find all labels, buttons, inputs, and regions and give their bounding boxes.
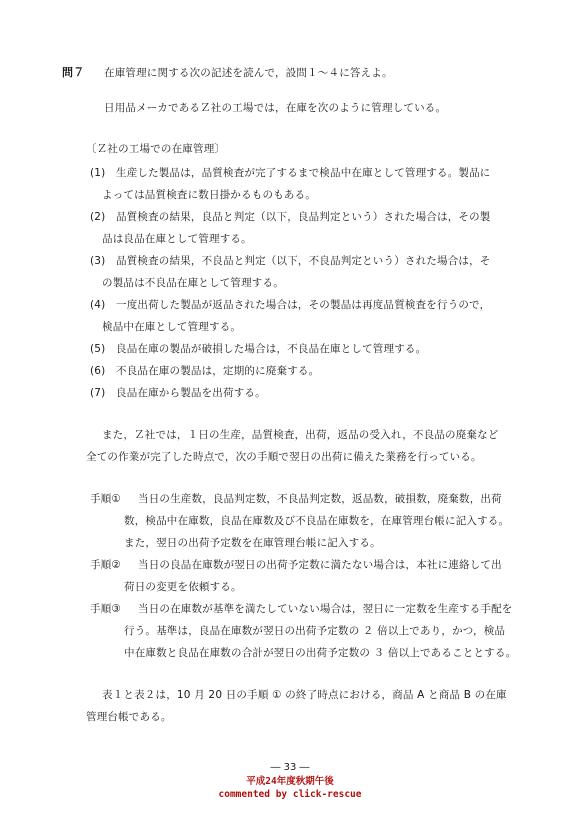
step-line: 当日の在庫数が基準を満たしていない場合は，翌日に一定数を生産する手配を bbox=[138, 603, 513, 615]
rule-line: 一度出荷した製品が返品された場合は，その製品は再度品質検査を行うので， bbox=[116, 299, 491, 311]
paragraph-line: 管理台帳である。 bbox=[86, 711, 172, 723]
rule-number: (1) bbox=[90, 167, 106, 179]
rule-number: (2) bbox=[90, 211, 106, 223]
step-label: 手順③ bbox=[90, 603, 122, 615]
step-line: 行う。基準は，良品在庫数が翌日の出荷予定数の ２ 倍以上であり，かつ，検品 bbox=[124, 625, 506, 637]
rule-line: 不良品在庫の製品は，定期的に廃棄する。 bbox=[116, 365, 320, 377]
step-line: また，翌日の出荷予定数を在庫管理台帳に記入する。 bbox=[124, 537, 381, 549]
question-number: 問７ bbox=[62, 66, 85, 79]
rule-line: 良品在庫の製品が破損した場合は，不良品在庫として管理する。 bbox=[116, 343, 427, 355]
rule-number: (4) bbox=[90, 299, 106, 311]
rule-line: 品は良品在庫として管理する。 bbox=[102, 233, 252, 245]
paragraph-line: 表１と表２は，10 月 20 日の手順 ① の終了時点における，商品 A と商品 B の在庫 bbox=[102, 689, 507, 701]
step-line: 荷日の変更を依頼する。 bbox=[124, 581, 242, 593]
rule-number: (7) bbox=[90, 387, 106, 399]
step-label: 手順② bbox=[90, 559, 122, 571]
rule-line: 生産した製品は，品質検査が完了するまで検品中在庫として管理する。製品に bbox=[116, 167, 491, 179]
step-line: 当日の生産数，良品判定数，不良品判定数，返品数，破損数，廃棄数，出荷 bbox=[138, 493, 502, 505]
step-line: 数，検品中在庫数，良品在庫数及び不良品在庫数を，在庫管理台帳に記入する。 bbox=[124, 515, 510, 527]
page-number: ― 33 ― bbox=[270, 762, 310, 773]
question-text: 在庫管理に関する次の記述を読んで，設問１～４に答えよ。 bbox=[104, 67, 393, 79]
rule-line: 検品中在庫として管理する。 bbox=[102, 321, 242, 333]
step-label: 手順① bbox=[90, 493, 122, 505]
rule-number: (5) bbox=[90, 343, 106, 355]
footer-credit: commented by click-rescue bbox=[218, 789, 362, 800]
rule-line: よっては品質検査に数日掛かるものもある。 bbox=[102, 189, 316, 201]
rule-line: 品質検査の結果，良品と判定（以下，良品判定という）された場合は，その製 bbox=[116, 211, 491, 223]
step-line: 当日の良品在庫数が翌日の出荷予定数に満たない場合は，本社に連絡して出 bbox=[138, 559, 502, 571]
intro-text: 日用品メーカであるＺ社の工場では，在庫を次のように管理している。 bbox=[104, 102, 447, 114]
rule-number: (3) bbox=[90, 255, 106, 267]
footer-exam-label: 平成24年度秋期午後 bbox=[246, 776, 334, 787]
rule-line: の製品は不良品在庫として管理する。 bbox=[102, 277, 284, 289]
paragraph-line: 全ての作業が完了した時点で，次の手順で翌日の出荷に備えた業務を行っている。 bbox=[86, 451, 482, 463]
paragraph-line: また，Ｚ社では，１日の生産，品質検査，出荷，返品の受入れ，不良品の廃棄など bbox=[102, 429, 499, 441]
section-heading: 〔Ｚ社の工場での在庫管理〕 bbox=[86, 143, 226, 155]
step-line: 中在庫数と良品在庫数の合計が翌日の出荷予定数の ３ 倍以上であることとする。 bbox=[124, 647, 517, 659]
rule-line: 品質検査の結果，不良品と判定（以下，不良品判定という）された場合は，そ bbox=[116, 255, 491, 267]
rule-number: (6) bbox=[90, 365, 106, 377]
rule-line: 良品在庫から製品を出荷する。 bbox=[116, 387, 266, 399]
